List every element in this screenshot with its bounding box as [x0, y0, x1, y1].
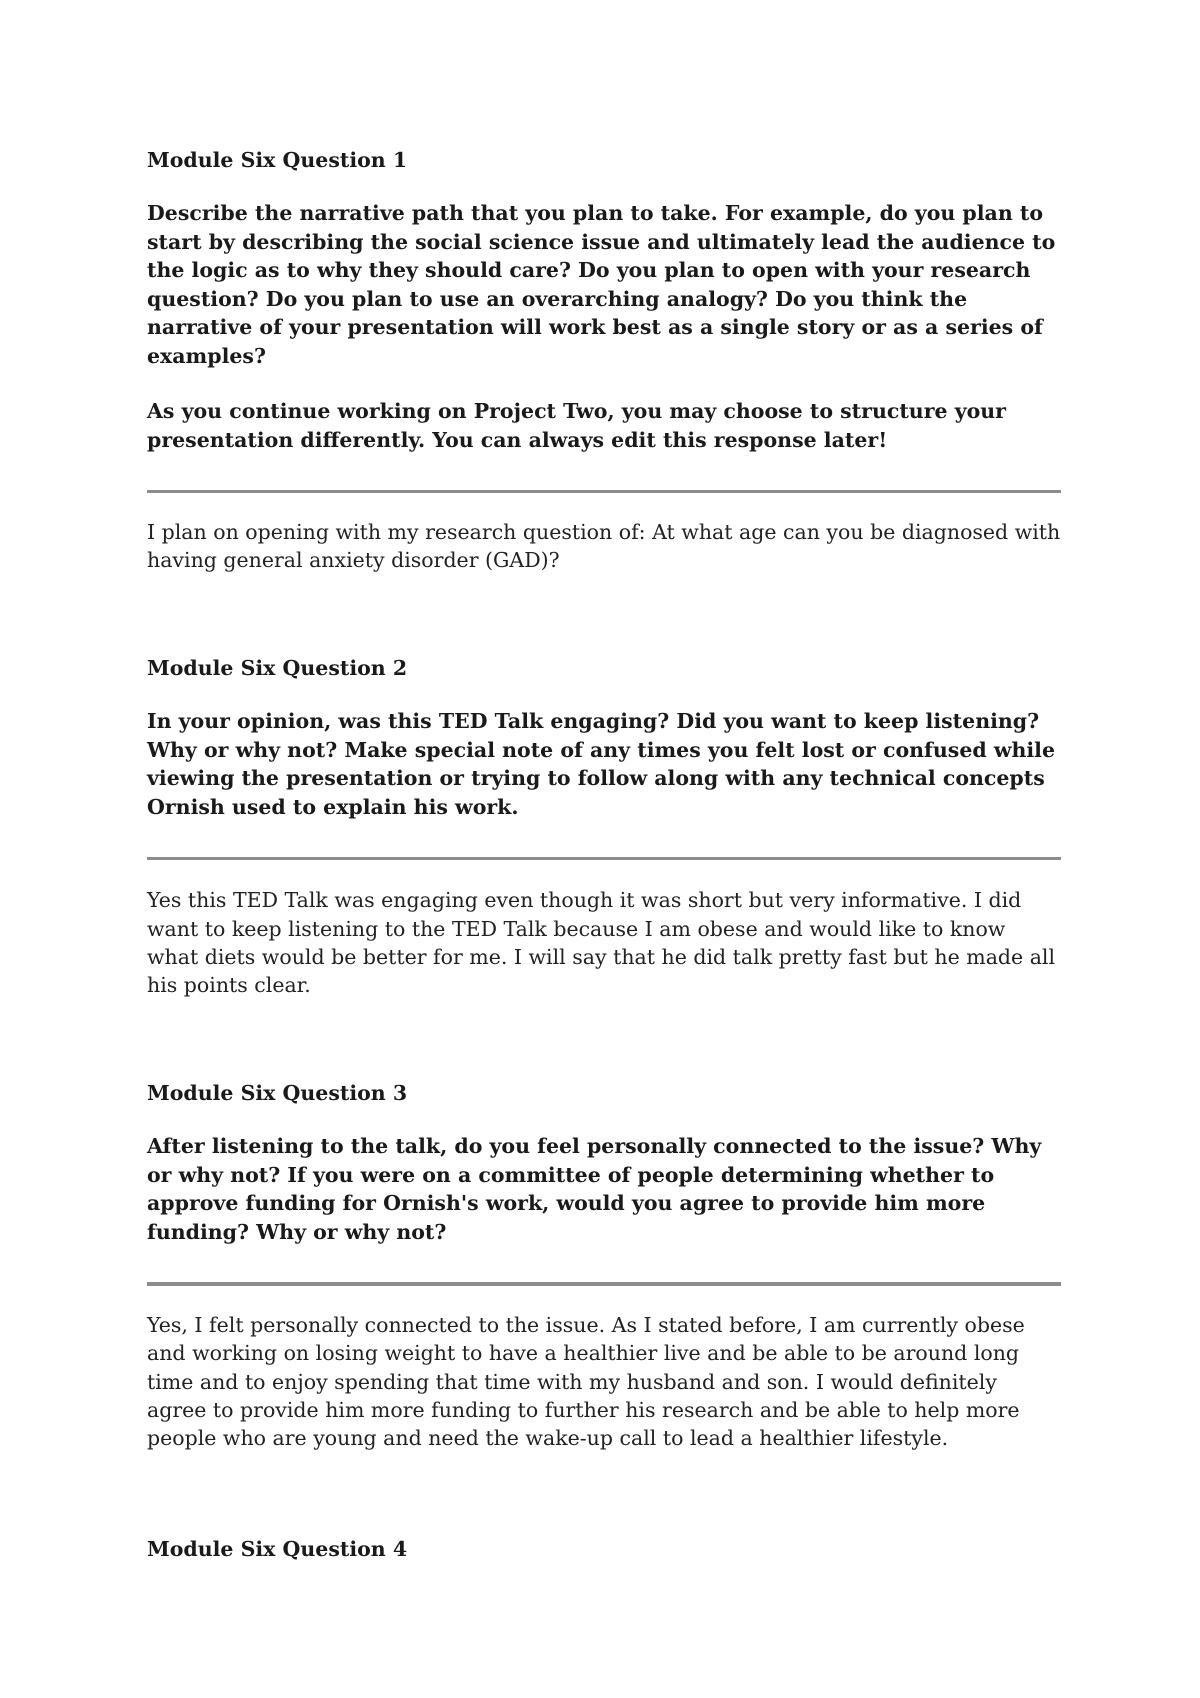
question-2-title: Module Six Question 2 — [147, 656, 408, 681]
question-4-section — [147, 1535, 1061, 1563]
question-3-prompt: After listening to the talk, do you feel personally connected to the issue? Why or why not? If you were on a committee of people determining whether to approve funding for Ornish's work, would you agree to provide him more funding? Why or why not? — [147, 1134, 1042, 1244]
question-2-prompt: In your opinion, was this TED Talk engaging? Did you want to keep listening? Why or why not? Make special note of any times you felt lost or confused while viewing the presentation or trying to follow along with any technical concepts Ornish used to explain his work. — [147, 709, 1056, 819]
question-2-section — [147, 654, 1061, 999]
question-4-title: Module Six Question 4 — [147, 1537, 408, 1562]
question-1-divider — [147, 490, 1061, 493]
document-page — [147, 146, 1061, 1563]
question-3-section — [147, 1079, 1061, 1452]
question-3-divider — [147, 1282, 1061, 1286]
question-3-answer: Yes, I felt personally connected to the issue. As I stated before, I am currently obese and working on losing weight to have a healthier live and be able to be around long time and to enjoy spending that time with my husband and son. I would definitely agree to provide him more funding to further his research and be able to help more people who are young and need the wake-up call to lead a healthier lifestyle. — [147, 1313, 1025, 1451]
question-3-title: Module Six Question 3 — [147, 1081, 408, 1106]
question-2-divider — [147, 857, 1061, 860]
question-1-title: Module Six Question 1 — [147, 148, 408, 172]
question-1-prompt-note: As you continue working on Project Two, you may choose to structure your presentation differently. You can always edit this response later! — [147, 399, 1006, 452]
question-2-answer: Yes this TED Talk was engaging even though it was short but very informative. I did want to keep listening to the TED Talk because I am obese and would like to know what diets would be better for me. I will say that he did talk pretty fast but he made all his points clear. — [147, 888, 1056, 998]
question-1-prompt: Describe the narrative path that you plan to take. For example, do you plan to start by describing the social science issue and ultimately lead the audience to the logic as to why they should care? Do you plan to open with your research question? Do you plan to use an overarching analogy? Do you think the narrative of your presentation will work best as a single story or as a series of examples? — [147, 201, 1056, 368]
question-1-section — [147, 146, 1061, 574]
question-1-answer: I plan on opening with my research question of: At what age can you be diagnosed with having general anxiety disorder (GAD)? — [147, 520, 1061, 573]
